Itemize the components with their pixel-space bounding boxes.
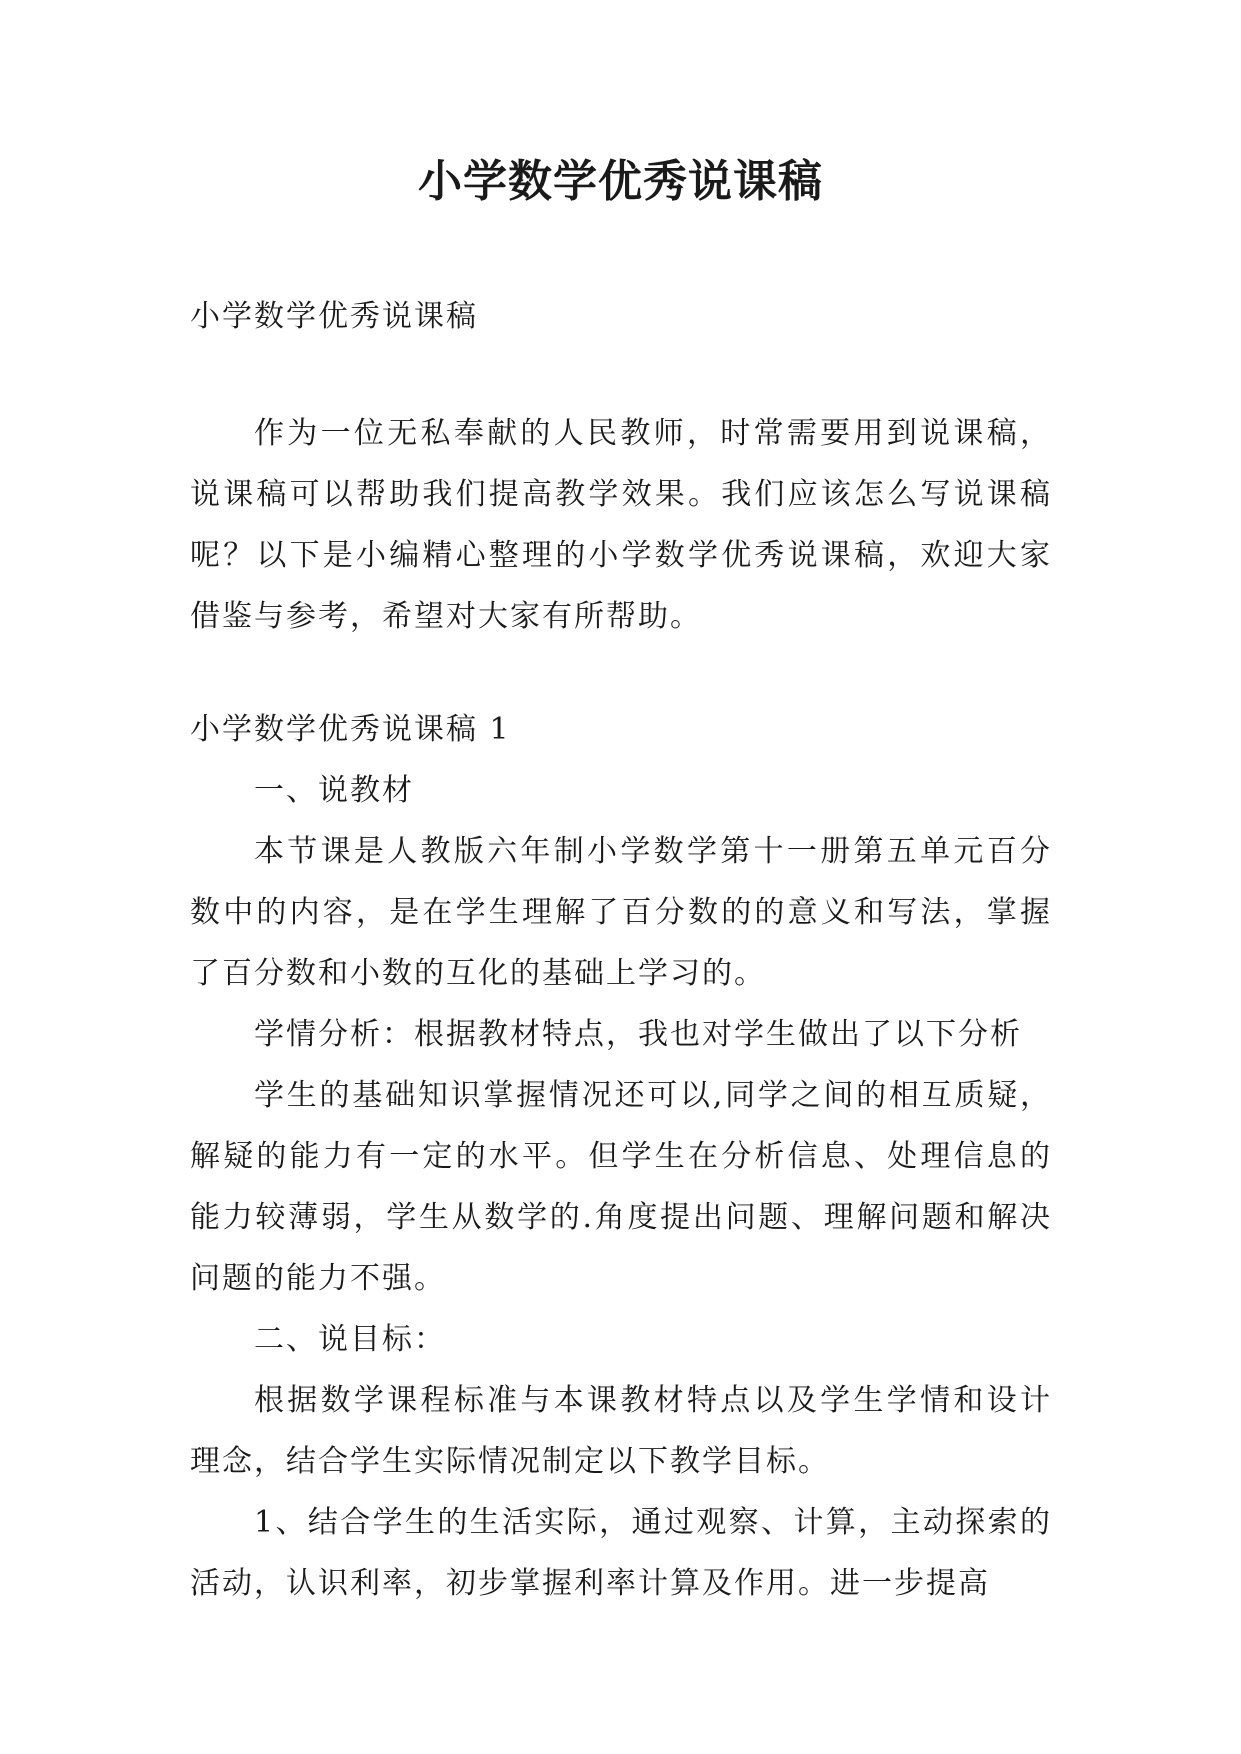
heading-teaching-material: 一、说教材 bbox=[254, 773, 414, 808]
paragraph: 学情分析：根据教材特点，我也对学生做出了以下分析 bbox=[254, 1017, 1022, 1052]
section-1 bbox=[190, 699, 1052, 1614]
intro-paragraph: 作为一位无私奉献的人民教师，时常需要用到说课稿，说课稿可以帮助我们提高教学效果。我们应该怎么写说课稿呢？以下是小编精心整理的小学数学优秀说课稿，欢迎大家借鉴与参考，希望对大家有所帮助。 bbox=[190, 416, 1052, 634]
paragraph: 根据数学课程标准与本课教材特点以及学生学情和设计理念，结合学生实际情况制定以下教学目标。 bbox=[190, 1383, 1052, 1479]
document-title: 小学数学优秀说课稿 bbox=[418, 156, 823, 207]
section-title: 小学数学优秀说课稿 1 bbox=[190, 712, 511, 747]
heading-objectives: 二、说目标： bbox=[254, 1322, 446, 1357]
paragraph: 1、结合学生的生活实际，通过观察、计算，主动探索的活动，认识利率，初步掌握利率计算及作用。进一步提高 bbox=[190, 1505, 1052, 1601]
document-subtitle bbox=[190, 286, 1052, 347]
subtitle-text: 小学数学优秀说课稿 bbox=[190, 299, 478, 334]
paragraph: 本节课是人教版六年制小学数学第十一册第五单元百分数中的内容，是在学生理解了百分数的的意义和写法，掌握了百分数和小数的互化的基础上学习的。 bbox=[190, 834, 1052, 991]
intro-paragraph-block bbox=[190, 403, 1052, 647]
paragraph: 学生的基础知识掌握情况还可以,同学之间的相互质疑，解疑的能力有一定的水平。但学生在分析信息、处理信息的能力较薄弱，学生从数学的.角度提出问题、理解问题和解决问题的能力不强。 bbox=[190, 1078, 1052, 1296]
